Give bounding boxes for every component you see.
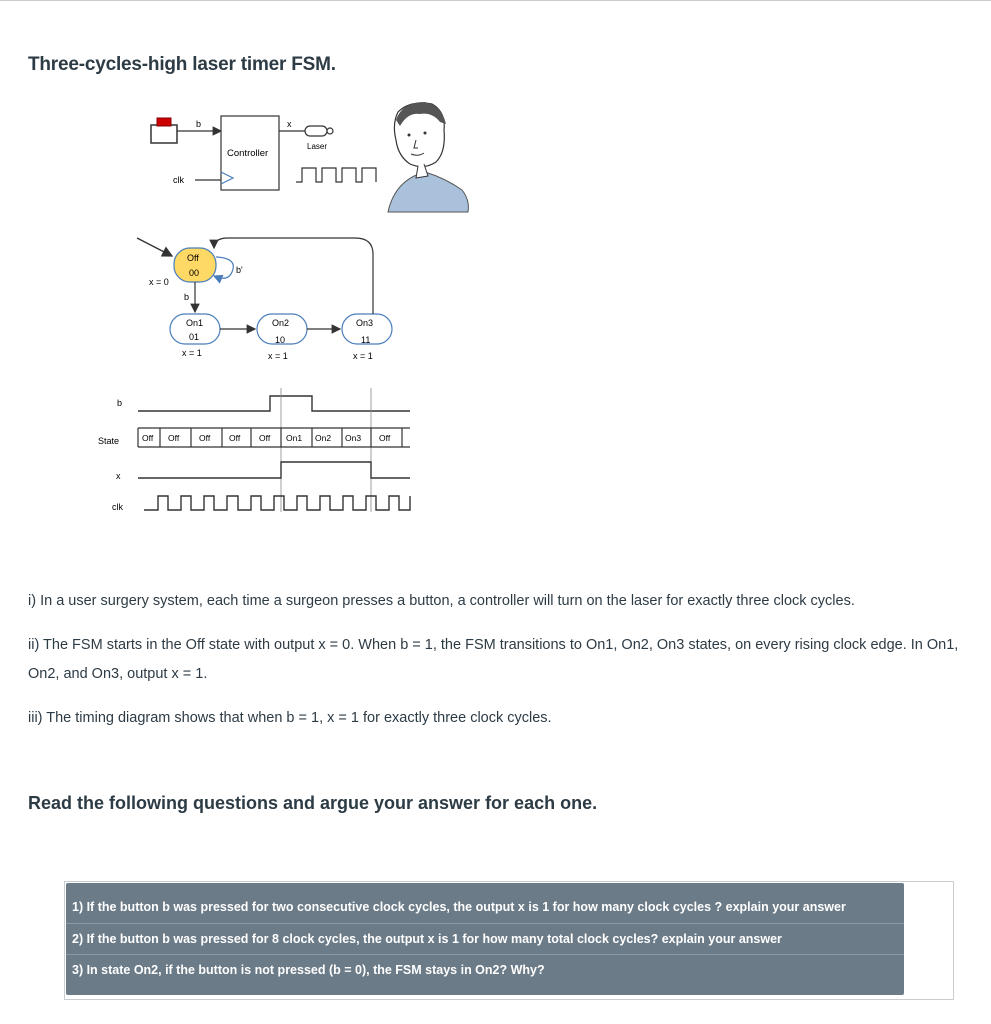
question-divider bbox=[66, 954, 904, 955]
state-on3-code: 11 bbox=[361, 335, 371, 345]
fsm-figure bbox=[0, 90, 991, 530]
block-clk: clk bbox=[173, 175, 184, 185]
button-top bbox=[157, 118, 171, 126]
surgeon-illustration bbox=[388, 102, 468, 212]
state-off-name: Off bbox=[187, 253, 199, 263]
button-icon bbox=[151, 125, 177, 143]
state-cell: Off bbox=[142, 433, 154, 443]
state-cell: Off bbox=[259, 433, 271, 443]
state-cell: Off bbox=[229, 433, 241, 443]
controller-label: Controller bbox=[227, 148, 269, 159]
state-row bbox=[138, 428, 410, 447]
self-loop-label: b' bbox=[236, 265, 243, 275]
timing-label-x: x bbox=[116, 471, 121, 481]
paragraph-1: i) In a user surgery system, each time a surgeon presses a button, a controller will turn on the laser for exactly three clock cycles. bbox=[28, 593, 855, 609]
state-on2-name: On2 bbox=[272, 318, 290, 328]
state-on2-output: x = 1 bbox=[268, 351, 288, 361]
page-title: Three-cycles-high laser timer FSM. bbox=[28, 54, 336, 75]
block-output-x: x bbox=[287, 119, 292, 129]
state-off-output: x = 0 bbox=[149, 277, 169, 287]
state-on1-name: On1 bbox=[186, 318, 204, 328]
timing-label-state: State bbox=[98, 436, 120, 446]
laser-pulse-waveform bbox=[296, 168, 376, 182]
questions-heading: Read the following questions and argue your answer for each one. bbox=[28, 793, 598, 813]
laser-icon bbox=[305, 126, 327, 136]
x-waveform bbox=[138, 462, 410, 478]
state-on1-code: 01 bbox=[189, 332, 200, 342]
state-cell: Off bbox=[379, 433, 391, 443]
state-on1-output: x = 1 bbox=[182, 348, 202, 358]
b-waveform bbox=[138, 396, 410, 411]
state-cell: Off bbox=[168, 433, 180, 443]
question-2: 2) If the button b was pressed for 8 clock cycles, the output x is 1 for how many total clock cycles? explain your answer bbox=[72, 932, 782, 946]
state-cell: Off bbox=[199, 433, 211, 443]
paragraph-3: iii) The timing diagram shows that when b = 1, x = 1 for exactly three clock cycles. bbox=[28, 710, 552, 726]
state-on3-name: On3 bbox=[356, 318, 374, 328]
clk-waveform bbox=[144, 496, 410, 510]
state-cell: On2 bbox=[315, 433, 332, 443]
timing-diagram bbox=[98, 388, 410, 512]
state-off-code: 00 bbox=[189, 268, 200, 278]
fsm-diagram bbox=[137, 238, 392, 361]
question-1: 1) If the button b was pressed for two consecutive clock cycles, the output x is 1 for how many clock cycles ? explain your answer bbox=[72, 900, 846, 914]
block-diagram bbox=[151, 102, 468, 212]
block-input-b: b bbox=[196, 119, 202, 129]
timing-label-clk: clk bbox=[112, 502, 123, 512]
top-divider bbox=[0, 0, 991, 1]
question-divider bbox=[66, 923, 904, 924]
question-3: 3) In state On2, if the button is not pressed (b = 0), the FSM stays in On2? Why? bbox=[72, 963, 545, 977]
laser-label: Laser bbox=[307, 142, 328, 151]
paragraph-2: ii) The FSM starts in the Off state with output x = 0. When b = 1, the FSM transitions to On1, On2, On3 states, on every rising clock edge. In On1, On2, and On3, output x = 1. bbox=[28, 637, 959, 682]
state-on3-output: x = 1 bbox=[353, 351, 373, 361]
state-on2-code: 10 bbox=[275, 335, 286, 345]
state-cell: On1 bbox=[286, 433, 303, 443]
state-cell: On3 bbox=[345, 433, 362, 443]
transition-label: b bbox=[184, 292, 190, 302]
timing-label-b: b bbox=[117, 398, 123, 408]
